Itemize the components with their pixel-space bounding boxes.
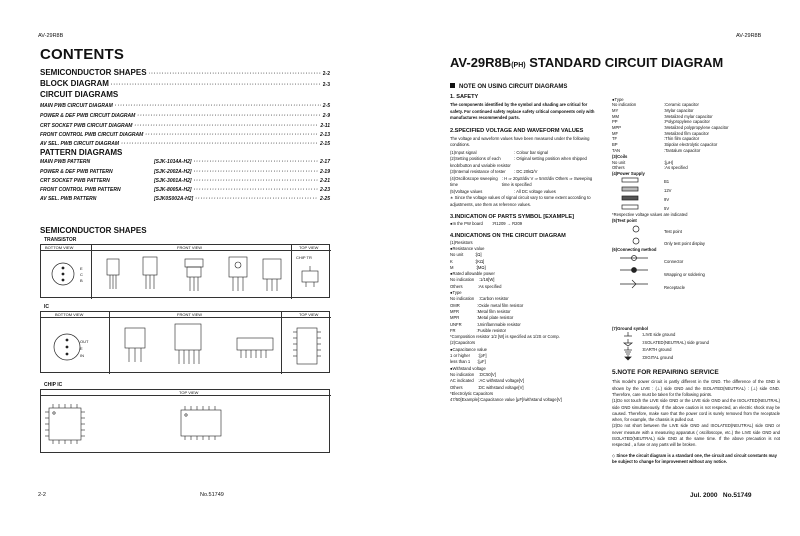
toc-label: POWER & DEF PWB CIRCUIT DIAGRAM — [40, 113, 136, 119]
indication-line: No indication :Carbon resistor — [450, 296, 509, 302]
toc-page: 2-23 — [319, 187, 330, 193]
indication-line: No indication :1/16[W] — [450, 277, 495, 283]
safety-heading: 1. SAFETY — [450, 93, 479, 100]
toc-label: MAIN PWB CIRCUIT DIAGRAM — [40, 103, 113, 109]
repair-final-note: ◇ Since the circuit diagram is a standard one, the circuit and circuit constants may be subject to change for improvement without any notice. — [612, 452, 777, 464]
toc-av-sel-pattern[interactable] — [40, 196, 330, 202]
indication-line: ●Resistance value — [450, 245, 485, 251]
indication-line: Others :DC withstand voltage[V] — [450, 384, 524, 390]
transistor-pin-e: E — [80, 266, 83, 271]
indication-line: (1)Resistors — [450, 239, 473, 245]
repair-point-2: (2)Do not short between the LIVE side GND and ISOLATED(NEUTRAL) side GND or never measure with a measuring apparatus ( oscilloscope, etc.) the LIVE side GND and ISOLATED(NEUTRAL) side GND at the same time. If the above precaution is not respected , a fuse or any parts will be broken. — [612, 423, 780, 448]
ic-front-view-icon — [111, 318, 281, 374]
ic-box — [40, 311, 330, 373]
toc-main-pwb-pattern[interactable] — [40, 159, 330, 165]
condition-row: (2)Setting positions of each knob/button and variable resistor : Original setting position when shipped — [450, 156, 587, 168]
indications-heading: 4.INDICATIONS ON THE CIRCUIT DIAGRAM — [450, 232, 566, 239]
indication-line: less than 1 :[μF] — [450, 359, 486, 365]
ic-top-view-label: TOP VIEW — [299, 312, 319, 317]
transistor-front-view-icon — [93, 251, 291, 299]
indication-line: ●Capacitance value — [450, 346, 487, 352]
indication-line: UNFR :Uninflammable resistor — [450, 321, 521, 327]
capacitor-type-row: MM :Metalized mylar capacitor — [612, 113, 713, 119]
indication-line: AC indicated :AC withstand voltage[V] — [450, 378, 525, 384]
ground-earth: :EARTH ground — [642, 347, 672, 353]
toc-code: [SJK0S002A-H2] — [154, 196, 194, 202]
toc-label: MAIN PWB PATTERN — [40, 159, 91, 165]
toc-block-diagram[interactable] — [40, 79, 330, 89]
toc-code: [SJK-1014A-H2] — [154, 159, 192, 165]
notes-column-2 — [612, 97, 772, 290]
voltage-heading: 2.SPECIFIED VOLTAGE AND WAVEFORM VALUES — [450, 127, 584, 134]
condition-row: (5)Voltage values : All DC voltage values — [450, 188, 556, 194]
transistor-top-view-label: TOP VIEW — [299, 245, 319, 250]
toc-av-sel-circuit[interactable] — [40, 141, 330, 147]
indication-line: M :[MΩ] — [450, 264, 486, 270]
power-heading: (4)Power Supply — [612, 171, 645, 177]
power-supply-symbols — [612, 176, 772, 212]
ic-bottom-view-label: BOTTOM VIEW — [55, 312, 84, 317]
notes-column-1 — [450, 83, 600, 403]
test-point-label: Test point — [664, 228, 682, 234]
capacitor-type-row: No indication :Ceramic capacitor — [612, 102, 699, 108]
capacitor-type-row: PP :Polypropylene capacitor — [612, 119, 710, 125]
toc-page: 2-15 — [319, 141, 330, 147]
toc-page: 2-19 — [319, 169, 330, 175]
connector-icon — [618, 252, 658, 290]
power-note: *Respective voltage values are indicated — [612, 212, 688, 218]
indications-list — [450, 240, 600, 404]
connecting-symbols — [612, 252, 772, 290]
indication-line: MPR :Metal plate resistor — [450, 315, 514, 321]
test-point-heading: (5)Test point — [612, 217, 637, 223]
type-heading: ●Type — [612, 97, 624, 102]
coils-heading: (3)Coils — [612, 154, 628, 160]
indication-line: (2)Capacitors — [450, 340, 476, 346]
toc-front-control-pattern[interactable] — [40, 187, 330, 193]
toc-semiconductor-shapes[interactable] — [40, 68, 330, 78]
standard-circuit-title — [450, 55, 723, 71]
indication-line: ●Type — [450, 290, 462, 296]
toc-label: FRONT CONTROL PWB PATTERN — [40, 187, 121, 193]
ground-isolated: :ISOLATED(NEUTRAL) side ground — [642, 339, 709, 345]
capacitor-type-row: TF :Thin film capacitor — [612, 136, 700, 142]
capacitor-type-row: TAN :Tantalum capacitor — [612, 147, 701, 153]
toc-page: 2-3 — [322, 82, 330, 88]
connecting-heading: (6)Connecting method — [612, 246, 657, 252]
ic-pin-e: E — [80, 346, 83, 351]
capacitor-type-row: BP :Bipolar electrolytic capacitor — [612, 141, 718, 147]
indication-line: OMR :Oxide metal film resistor — [450, 302, 524, 308]
indication-line: 47/50[Example]:Capacitance value [μF]/withstand voltage[V] — [450, 397, 562, 403]
indication-line: ●Rated allowable power — [450, 271, 495, 277]
footer-number: No.51749 — [722, 492, 752, 499]
ground-digital: :DIGITAL ground — [642, 354, 674, 360]
ic-bottom-view-icon — [41, 318, 101, 374]
parts-symbol-heading: 3.INDICATION OF PARTS SYMBOL [EXAMPLE] — [450, 214, 574, 221]
right-footer — [690, 492, 751, 500]
voltage-note: ∗ Since the voltage values of signal circuit vary to some extent according to adjustments, use them as reference values. — [450, 195, 591, 207]
left-header-model: AV-29R8B — [38, 33, 64, 39]
safety-text: The components identified by the symbol and shading are critical for safety. For continued safety replace safety critical components only with manufactures recommended parts. — [450, 102, 595, 121]
ic-heading: IC — [44, 304, 49, 310]
ic-top-view-icon — [283, 318, 331, 374]
toc-page: 2-11 — [320, 123, 330, 129]
toc-label: CRT SOCKET PWB CIRCUIT DIAGRAM — [40, 123, 133, 129]
coils-list — [612, 160, 772, 171]
test-point-icon — [628, 223, 648, 247]
indication-line: MFR :Metal film resistor — [450, 308, 511, 314]
repair-point-1: (1)Do not touch the LIVE side GND or the LIVE side GND and the ISOLATED(NEUTRAL) side GND simultaneously. If the above caution is not respected, an electric shock may be caused. Therefore, make sure that the power cord is surely removed from the receptacle when, for example, the chassis is pulled out. — [612, 398, 780, 423]
indication-line: *Electrolytic Capacitors — [450, 390, 494, 396]
circuit-diagrams-heading: CIRCUIT DIAGRAMS — [40, 90, 119, 99]
condition-row: (1)Input signal : Colour bar signal — [450, 149, 548, 155]
ground-icon — [620, 331, 640, 361]
ic-pin-in: IN — [80, 353, 84, 358]
toc-label: BLOCK DIAGRAM — [40, 79, 109, 88]
contents-title: CONTENTS — [40, 46, 125, 63]
notes-column-2-lower — [612, 326, 780, 465]
condition-row: (3)Internal resistance of tester : DC 20kΩ/V — [450, 169, 538, 175]
toc-page: 2-21 — [319, 178, 330, 184]
semiconductor-shapes-heading: SEMICONDUCTOR SHAPES — [40, 226, 147, 235]
voltage-intro: The voltage and waveform values have been measured under the following conditions. — [450, 135, 590, 148]
ic-front-view-label: FRONT VIEW — [177, 312, 203, 317]
note-heading: NOTE ON USING CIRCUIT DIAGRAMS — [450, 83, 600, 92]
toc-label: SEMICONDUCTOR SHAPES — [40, 68, 147, 77]
toc-label: AV SEL. PWB CIRCUIT DIAGRAM — [40, 141, 120, 147]
toc-label: CRT SOCKET PWB PATTERN — [40, 178, 110, 184]
capacitor-type-row: MPP :Metalized polypropylene capacitor — [612, 124, 729, 130]
chip-ic-heading: CHIP IC — [44, 382, 63, 388]
indication-line: No unit :[Ω] — [450, 252, 482, 258]
ground-heading: (7)Ground symbol — [612, 326, 649, 331]
toc-label: FRONT CONTROL PWB CIRCUIT DIAGRAM — [40, 132, 144, 138]
transistor-box — [40, 244, 330, 298]
transistor-pin-c: C — [80, 272, 83, 277]
left-footer-page: 2-2 — [38, 492, 46, 498]
transistor-bottom-view-label: BOTTOM VIEW — [45, 245, 74, 250]
transistor-front-view-label: FRONT VIEW — [177, 245, 203, 250]
title-model: AV-29R8B — [450, 55, 512, 70]
transistor-heading: TRANSISTOR — [44, 237, 77, 243]
toc-page: 2-5 — [322, 103, 330, 109]
chip-ic-top-view-label: TOP VIEW — [179, 390, 199, 395]
toc-main-pwb-circuit[interactable] — [40, 103, 330, 109]
toc-page: 2-25 — [319, 196, 330, 202]
toc-front-control-circuit[interactable] — [40, 132, 330, 138]
capacitor-type-row: MF :Metalized film capacitor — [612, 130, 709, 136]
repair-heading: 5.NOTE FOR REPAIRING SERVICE — [612, 369, 719, 377]
toc-label: POWER & DEF PWB PATTERN — [40, 169, 113, 175]
indication-line: FR :Fusible resistor — [450, 327, 507, 333]
toc-code: [SJK-2002A-H2] — [154, 169, 192, 175]
ground-symbols — [612, 331, 780, 361]
indication-line: K :[KΩ] — [450, 258, 485, 264]
footer-date: Jul. 2000 — [690, 492, 718, 499]
toc-page: 2-17 — [319, 159, 330, 165]
voltage-conditions — [450, 150, 600, 209]
ground-live: :LIVE side ground — [642, 332, 676, 338]
indication-line: *Composition resistor 1/2 [W] is specified as 1/2S or Comp. — [450, 334, 560, 340]
power-values: B1 12V 9V 5V — [664, 179, 672, 212]
repair-text: This model's power circuit is partly different in the GND. The difference of the GND is shown by the LIVE : (⊥) side GND and the ISOLATED(NEUTRAL) : (⊥) side GND. Therefore, care must be taken for the following points. — [612, 379, 780, 397]
toc-page: 2-2 — [322, 71, 330, 77]
test-point-only-label: Only test point display — [664, 240, 705, 246]
capacitor-type-row: MY :Mylar capacitor — [612, 107, 694, 113]
chip-ic-box — [40, 389, 330, 453]
transistor-pin-b: B — [80, 278, 83, 283]
condition-row: (4)Oscilloscope sweeping time : H ⇒ 20μS/div V ⇒ 5mS/div Others ⇒ Sweeping time is specified — [450, 175, 593, 188]
connector-label: Connector — [664, 259, 684, 265]
right-header-model: AV-29R8B — [736, 33, 762, 39]
toc-power-def-circuit[interactable] — [40, 113, 330, 119]
toc-crt-socket-circuit[interactable] — [40, 123, 330, 129]
transistor-bottom-view-icon — [41, 251, 91, 299]
indication-line: No indication :DC50[V] — [450, 371, 496, 377]
indication-line: Others :As specified — [450, 283, 502, 289]
parts-symbol-example: ●In the PW board :R1209 → R209 — [450, 221, 523, 227]
chip-ic-top-view-icon — [41, 396, 331, 454]
toc-label: AV SEL. PWB PATTERN — [40, 196, 97, 202]
left-footer-number: No.51749 — [200, 492, 224, 498]
chip-tr-label: CHIP TR — [296, 255, 312, 260]
toc-code: [SJK-3001A-H2] — [154, 178, 192, 184]
wrapping-label: Wrapping or soldering — [664, 272, 705, 278]
chip-tr-icon — [293, 265, 331, 295]
ic-pin-out: OUT — [80, 339, 89, 344]
coil-row: Others :As specified — [612, 164, 688, 170]
title-region: (PH) — [511, 62, 526, 69]
toc-page: 2-13 — [319, 132, 330, 138]
capacitor-type-list — [612, 102, 772, 153]
toc-crt-socket-pattern[interactable] — [40, 178, 330, 184]
title-rest: STANDARD CIRCUIT DIAGRAM — [525, 55, 724, 70]
indication-line: 1 or higher :[pF] — [450, 353, 487, 359]
coil-row: No unit :[μH] — [612, 159, 673, 165]
toc-page: 2-9 — [322, 113, 330, 119]
pattern-diagrams-heading: PATTERN DIAGRAMS — [40, 148, 123, 157]
toc-code: [SJK-8005A-H2] — [154, 187, 192, 193]
indication-line: ●Withstand voltage — [450, 365, 486, 371]
toc-power-def-pattern[interactable] — [40, 169, 330, 175]
test-point-symbols — [612, 223, 772, 247]
receptacle-label: Receptacle — [664, 285, 685, 291]
